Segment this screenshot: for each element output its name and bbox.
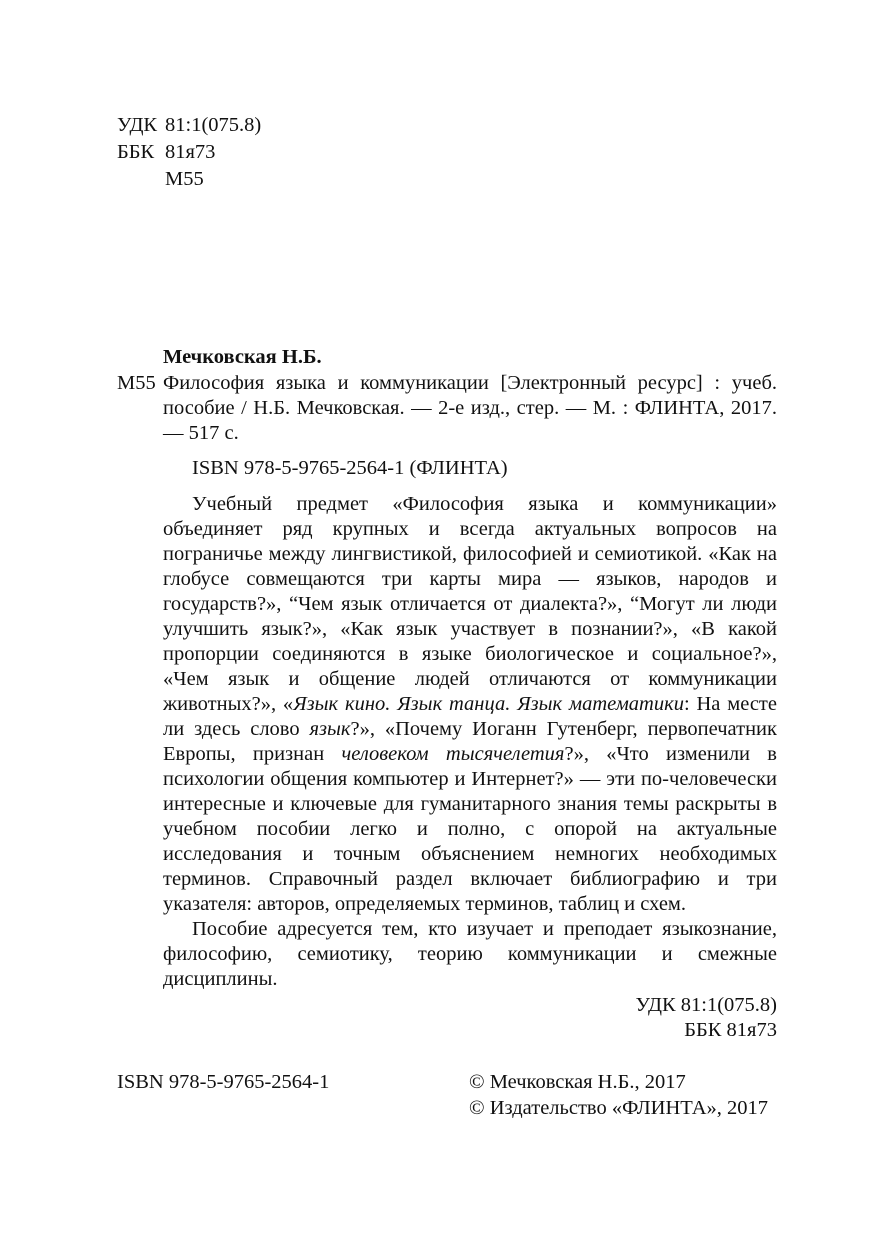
abstract-paragraph-1 xyxy=(163,492,777,917)
entry-author-mark: М55 xyxy=(117,372,156,394)
udk-row xyxy=(117,113,261,140)
bbk-label: ББК xyxy=(117,141,155,163)
abstract-italic-text: язык xyxy=(309,718,351,740)
entry-isbn: ISBN 978-5-9765-2564-1 (ФЛИНТА) xyxy=(192,457,508,479)
copyright-publisher: © Издательство «ФЛИНТА», 2017 xyxy=(469,1097,769,1119)
udk-bottom: УДК 81:1(075.8) xyxy=(635,994,777,1016)
udk-value: 81:1(075.8) xyxy=(165,114,262,136)
bbk-value: 81я73 xyxy=(165,141,216,163)
footer-isbn: ISBN 978-5-9765-2564-1 xyxy=(117,1071,330,1093)
bbk-bottom: ББК 81я73 xyxy=(684,1019,777,1041)
footer-copyright xyxy=(469,1070,768,1122)
entry-description-block xyxy=(117,371,777,446)
author-mark-top: М55 xyxy=(165,168,204,190)
abstract-text: ?», «Что изменили в психологии общения компьютер и Интернет?» — эти по-человечески интересные и ключевые для гуманитарного знания темы раскрыты в учебном пособии легко и полно, с опорой на актуальные исследования и точным объяснением немногих необходимых терминов. Справочный раздел включает библиографию и три указателя: авторов, определяемых терминов, таблиц и схем. xyxy=(163,743,777,915)
entry-description: Философия языка и коммуникации [Электронный ресурс] : учеб. пособие / Н.Б. Мечковская. — 2-е изд., стер. — М. : ФЛИНТА, 2017. — 517 с. xyxy=(163,372,777,444)
udk-label: УДК xyxy=(117,114,158,136)
bbk-row xyxy=(117,140,261,167)
abstract-text: : На месте ли здесь слово xyxy=(163,693,777,740)
classification-block-bottom xyxy=(163,993,777,1043)
abstract-text: ?», «Почему Иоганн Гутенберг, первопечатник Европы, признан xyxy=(163,718,777,765)
abstract-italic-text: человеком тысячелетия xyxy=(341,743,565,765)
classification-block-top xyxy=(117,113,261,194)
abstract-text: Учебный предмет «Философия языка и коммуникации» объединяет ряд крупных и всегда актуальных вопросов на пограничье между лингвистикой, философией и семиотикой. «Как на глобусе совмещаются три карты мира — языков, народов и государств?», “Чем язык отличается от диалекта?», “Могут ли люди улучшить язык?», «Как язык участвует в познании?», «В какой пропорции соединяются в языке биологическое и социальное?», «Чем язык и общение людей отличаются от коммуникации животных?», « xyxy=(163,493,777,715)
entry-author: Мечковская Н.Б. xyxy=(163,346,322,368)
abstract-paragraph-2: Пособие адресуется тем, кто изучает и преподает языкознание, философию, семиотику, теорию коммуникации и смежные дисциплины. xyxy=(163,918,777,990)
copyright-author: © Мечковская Н.Б., 2017 xyxy=(469,1071,686,1093)
abstract-italic-text: Язык кино. Язык танца. Язык математики xyxy=(293,693,684,715)
bibliographic-entry xyxy=(117,345,777,1043)
abstract xyxy=(117,492,777,1043)
